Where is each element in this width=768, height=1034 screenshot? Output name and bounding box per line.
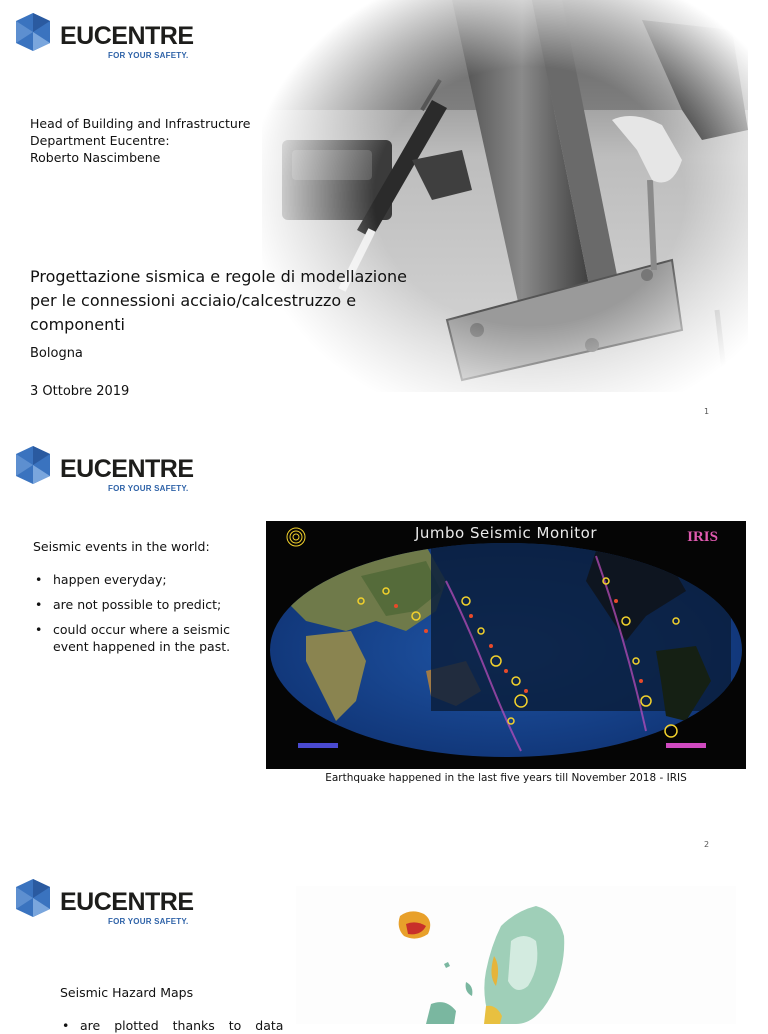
author-line: Head of Building and Infrastructure (30, 116, 251, 131)
author-line: Department Eucentre: (30, 133, 170, 148)
brand-tagline: FOR YOUR SAFETY. (108, 51, 189, 60)
seismic-heading: Seismic events in the world: (33, 539, 210, 554)
title-line: componenti (30, 315, 125, 334)
bullet-item: • are not possible to predict; (33, 596, 233, 613)
brand-name: EUCENTRE (60, 888, 194, 916)
eucentre-logo-icon (12, 878, 54, 918)
eucentre-logo (12, 445, 212, 495)
bullet-item: • could occur where a seismic event happened in the past. (33, 621, 233, 655)
title-line: Progettazione sismica e regole di modellazione (30, 267, 407, 286)
brand-name: EUCENTRE (60, 22, 194, 50)
slide-1 (0, 0, 768, 425)
map-caption: Earthquake happened in the last five years till November 2018 - IRIS (325, 772, 687, 784)
hazard-bullet-fragment: • are plotted thanks to data (62, 1018, 284, 1033)
seismic-bullets (33, 571, 233, 663)
page-number: 1 (704, 407, 710, 416)
page-number: 2 (704, 840, 710, 849)
iris-logo: IRIS (687, 529, 718, 545)
date-label: 3 Ottobre 2019 (30, 384, 130, 399)
hazard-heading: Seismic Hazard Maps (60, 985, 194, 1000)
seismic-monitor-map (266, 521, 746, 769)
brand-name: EUCENTRE (60, 455, 194, 483)
eucentre-logo-icon (12, 445, 54, 485)
author-line: Roberto Nascimbene (30, 150, 161, 165)
author-block (30, 115, 250, 166)
brand-tagline: FOR YOUR SAFETY. (108, 484, 189, 493)
bullet-item: • happen everyday; (33, 571, 233, 588)
brand-tagline: FOR YOUR SAFETY. (108, 917, 189, 926)
europe-hazard-map (296, 886, 736, 1024)
slide-2 (0, 433, 768, 858)
presentation-title (30, 265, 407, 337)
eucentre-logo (12, 878, 212, 928)
eucentre-logo (12, 12, 212, 62)
city-label: Bologna (30, 346, 83, 361)
title-line: per le connessioni acciaio/calcestruzzo e (30, 291, 357, 310)
map-title: Jumbo Seismic Monitor (414, 524, 598, 542)
slide-3 (0, 866, 768, 1033)
eucentre-logo-icon (12, 12, 54, 52)
